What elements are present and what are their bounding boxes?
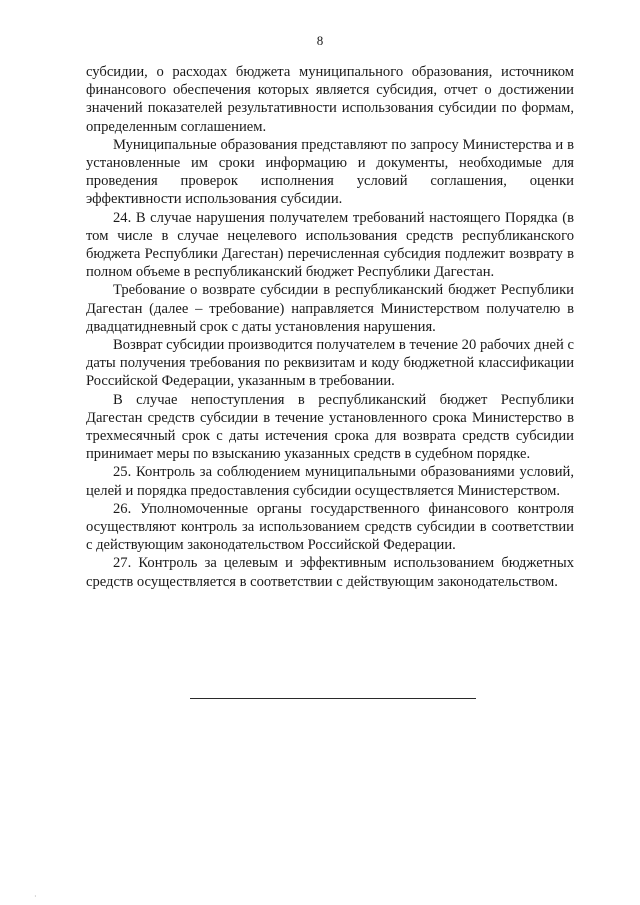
- scan-corner-mark: ·: [34, 892, 37, 901]
- paragraph-non-receipt: В случае непоступления в республиканский бюджет Республики Дагестан средств субсидии в течение установленного срока Министерство в трехмесячный срок с даты истечения срока для возврата средств субсидии принимает меры по взысканию указанных средств в судебном порядке.: [86, 391, 574, 463]
- paragraph-26-state-control: 26. Уполномоченные органы государственного финансового контроля осуществляют контроль за использованием средств субсидии в соответствии с действующим законодательством Российской Федерации.: [86, 500, 574, 554]
- paragraph-municipal-info: Муниципальные образования представляют по запросу Министерства и в установленные им сроки информацию и документы, необходимые для проведения проверок исполнения условий соглашения, оценки эффективности использования субсидии.: [86, 136, 574, 208]
- paragraph-25-control: 25. Контроль за соблюдением муниципальными образованиями условий, целей и порядка предоставления субсидии осуществляется Министерством.: [86, 464, 574, 499]
- paragraph-return-demand: Требование о возврате субсидии в республиканский бюджет Республики Дагестан (далее – требование) направляется Министерством получателю в двадцатидневный срок с даты установления нарушения.: [86, 282, 574, 335]
- end-separator-line: [190, 698, 476, 699]
- paragraph-24-violation: 24. В случае нарушения получателем требований настоящего Порядка (в том числе в случае нецелевого использования средств республиканского бюджета Республики Дагестан) перечисленная субсидия подлежит возврату в полном объеме в республиканский бюджет Республики Дагестан.: [86, 209, 574, 281]
- document-body: [86, 63, 574, 591]
- paragraph-27-target-control: 27. Контроль за целевым и эффективным использованием бюджетных средств осуществляется в соответствии с действующим законодательством.: [86, 555, 574, 590]
- paragraph-subsidy-report: субсидии, о расходах бюджета муниципального образования, источником финансового обеспечения которых является субсидия, отчет о достижении значений показателей результативности использования субсидии по формам, определенным соглашением.: [86, 64, 574, 135]
- page-number: 8: [316, 33, 324, 48]
- paragraph-return-term: Возврат субсидии производится получателем в течение 20 рабочих дней с даты получения требования по реквизитам и коду бюджетной классификации Российской Федерации, указанным в требовании.: [86, 337, 574, 390]
